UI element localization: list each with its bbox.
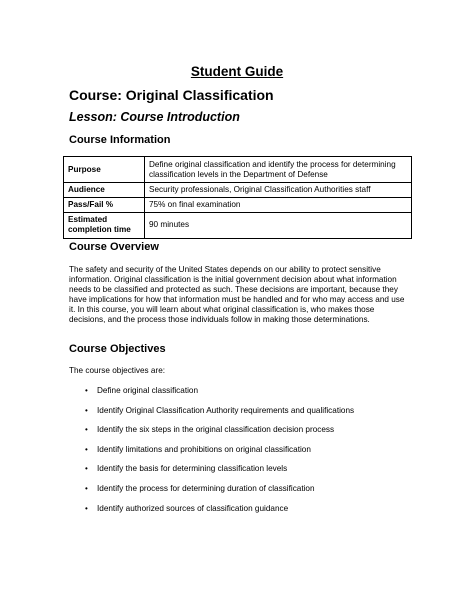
list-item [69, 463, 354, 483]
course-information-table [63, 156, 412, 239]
bullet-icon: • [85, 503, 88, 513]
course-overview-heading: Course Overview [69, 241, 159, 253]
bullet-icon: • [85, 444, 88, 454]
table-row [64, 183, 412, 198]
row-value: Define original classification and identify the process for determining classification levels in the Department of Defense [145, 157, 412, 183]
bullet-icon: • [85, 464, 88, 474]
bullet-icon: • [85, 483, 88, 493]
course-objectives-heading: Course Objectives [69, 343, 166, 355]
row-label: Purpose [64, 157, 145, 183]
row-value: 90 minutes [145, 212, 412, 238]
row-label: Audience [64, 183, 145, 198]
objective-text: Identify the basis for determining classification levels [97, 464, 288, 474]
objective-text: Identify authorized sources of classification guidance [97, 503, 289, 513]
course-overview-paragraph: The safety and security of the United States depends on our ability to protect sensitive information. Original classification is the initial government decision about what information needs to be classified and protected as such. These decisions are important, because they have implications for how that information must be handled and for who may access and use it. In this course, you will learn about what original classification is, who makes those decisions, and the process those individuals follow in making those determinations. [69, 265, 405, 324]
table-row [64, 157, 412, 183]
table-row [64, 197, 412, 212]
row-label: Pass/Fail % [64, 197, 145, 212]
list-item [69, 385, 354, 405]
objective-text: Define original classification [97, 386, 199, 395]
objective-text: Identify Original Classification Authority requirements and qualifications [97, 405, 355, 415]
row-value: 75% on final examination [145, 197, 412, 212]
list-item [69, 444, 354, 464]
bullet-icon: • [85, 425, 88, 435]
list-item [69, 424, 354, 444]
table-row [64, 212, 412, 238]
bullet-icon: • [85, 386, 88, 395]
lesson-title: Lesson: Course Introduction [69, 110, 240, 124]
list-item [69, 503, 354, 523]
document-title: Student Guide [190, 64, 284, 79]
course-title: Course: Original Classification [69, 87, 274, 103]
objective-text: Identify the six steps in the original classification decision process [97, 425, 335, 435]
list-item [69, 483, 354, 503]
bullet-icon: • [85, 405, 88, 415]
course-information-heading: Course Information [69, 134, 171, 146]
row-value: Security professionals, Original Classification Authorities staff [145, 183, 412, 198]
row-label: Estimated completion time [64, 212, 145, 238]
objectives-intro: The course objectives are: [69, 366, 166, 375]
objective-text: Identify the process for determining duration of classification [97, 483, 315, 493]
objective-text: Identify limitations and prohibitions on original classification [97, 444, 311, 454]
list-item [69, 405, 354, 425]
objectives-list [69, 385, 354, 522]
